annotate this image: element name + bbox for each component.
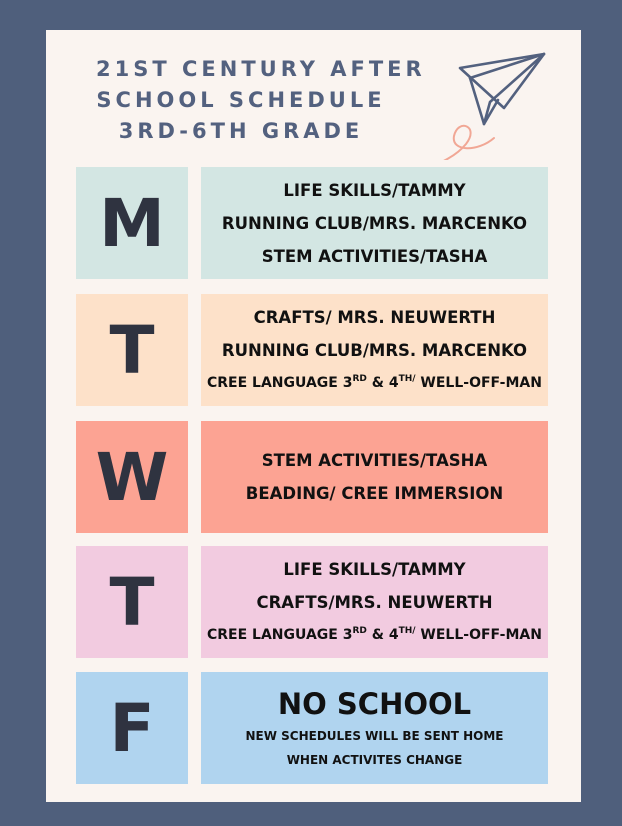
day-row-friday: [76, 672, 548, 784]
schedule-poster: [46, 30, 581, 802]
activities-card-thursday: [201, 546, 548, 658]
day-letter-thursday: T: [76, 546, 188, 658]
cree-text: CREE LANGUAGE 3: [207, 374, 353, 391]
schedule-note: NEW SCHEDULES WILL BE SENT HOME: [245, 729, 504, 743]
activity-line: LIFE SKILLS/TAMMY: [283, 559, 466, 579]
day-letter-tuesday: T: [76, 294, 188, 406]
no-school-headline: NO SCHOOL: [277, 687, 472, 721]
activity-line: RUNNING CLUB/MRS. MARCENKO: [221, 213, 528, 233]
ordinal-suffix: RD: [352, 373, 367, 384]
activities-card-monday: [201, 167, 548, 279]
day-row-monday: [76, 167, 548, 279]
activity-line: CRAFTS/ MRS. NEUWERTH: [253, 307, 496, 327]
title-line-1: 21ST CENTURY AFTER: [96, 57, 426, 81]
activity-line: STEM ACTIVITIES/TASHA: [261, 451, 488, 470]
day-row-thursday: [76, 546, 548, 658]
ordinal-suffix: TH/: [398, 625, 416, 636]
day-row-wednesday: [76, 421, 548, 533]
activity-line: LIFE SKILLS/TAMMY: [283, 180, 466, 200]
title-line-3: 3RD-6TH GRADE: [118, 119, 364, 143]
cree-text: CREE LANGUAGE 3: [207, 626, 353, 643]
day-row-tuesday: [76, 294, 548, 406]
activity-line: CRAFTS/MRS. NEUWERTH: [256, 592, 493, 612]
paper-plane-icon: [308, 50, 548, 160]
cree-text: & 4: [366, 374, 399, 391]
title-line-2: SCHOOL SCHEDULE: [96, 88, 386, 112]
day-letter-friday: F: [76, 672, 188, 784]
activities-card-tuesday: [201, 294, 548, 406]
cree-text: & 4: [366, 626, 399, 643]
cree-language-line: [207, 367, 542, 400]
cree-text: WELL-OFF-MAN: [415, 626, 542, 643]
day-letter-monday: M: [76, 167, 188, 279]
ordinal-suffix: TH/: [398, 373, 416, 384]
cree-text: WELL-OFF-MAN: [415, 374, 542, 391]
ordinal-suffix: RD: [352, 625, 367, 636]
day-letter-wednesday: W: [76, 421, 188, 533]
activity-line: BEADING/ CREE IMMERSION: [245, 484, 504, 503]
activity-line: STEM ACTIVITIES/TASHA: [261, 246, 488, 266]
activity-line: RUNNING CLUB/MRS. MARCENKO: [221, 340, 528, 360]
activities-card-friday: [201, 672, 548, 784]
cree-language-line: [207, 619, 542, 652]
schedule-note: WHEN ACTIVITES CHANGE: [286, 753, 463, 767]
activities-card-wednesday: [201, 421, 548, 533]
